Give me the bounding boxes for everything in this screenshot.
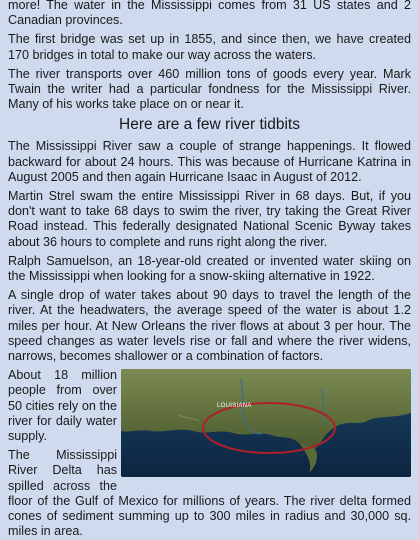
paragraph-backward-flow: The Mississippi River saw a couple of strange happenings. It flowed backward for about 24 hours. This was because of Hurricane Katrina in August 2005 and then again Hurricane Isaac in August of 2012. bbox=[8, 139, 411, 184]
satellite-map-image bbox=[121, 369, 411, 477]
paragraph-transport: The river transports over 460 million tons of goods every year. Mark Twain the writer had a particular fondness for the Mississippi River. Many of his works take place on or near it. bbox=[8, 66, 411, 112]
paragraph-water-skiing: Ralph Samuelson, an 18-year-old created or invented water skiing on the Mississippi when looking for a snow-skiing alternative in 1922. bbox=[8, 253, 411, 284]
delta-satellite-map bbox=[121, 369, 411, 477]
state-label: LOUISIANA bbox=[217, 403, 252, 410]
paragraph-water-sources: more! The water in the Mississippi comes from 31 US states and 2 Canadian provinces. bbox=[8, 0, 411, 28]
paragraph-water-drop: A single drop of water takes about 90 days to travel the length of the river. At the headwaters, the average speed of the water is about 1.2 miles per hour. At New Orleans the river flows at about 3 per hour. The speed changes as water levels rise or fall and where the river widens, narrows, becomes shallower or a combination of factors. bbox=[8, 288, 411, 364]
paragraph-water-supply: About 18 million people from over 50 cities rely on the river for daily water supply. bbox=[8, 368, 117, 444]
map-section bbox=[8, 368, 411, 539]
section-heading: Here are a few river tidbits bbox=[119, 116, 300, 134]
paragraph-bridges: The first bridge was set up in 1855, and since then, we have created 170 bridges in total to make our way across the waters. bbox=[8, 32, 411, 62]
paragraph-martin-strel: Martin Strel swam the entire Mississippi River in 68 days. But, if you don't want to take 68 days to swim the river, try taking the Great River Road instead. This federally designated National Scenic Byway takes about 36 hours to complete and runs right along the river. bbox=[8, 189, 411, 249]
paragraph-delta: The Mississippi River Delta has spilled across the floor of the Gulf of Mexico for millions of years. The river delta formed cones of sediment summing up to 300 miles in radius and 30,000 sq. miles in area. bbox=[8, 448, 411, 539]
